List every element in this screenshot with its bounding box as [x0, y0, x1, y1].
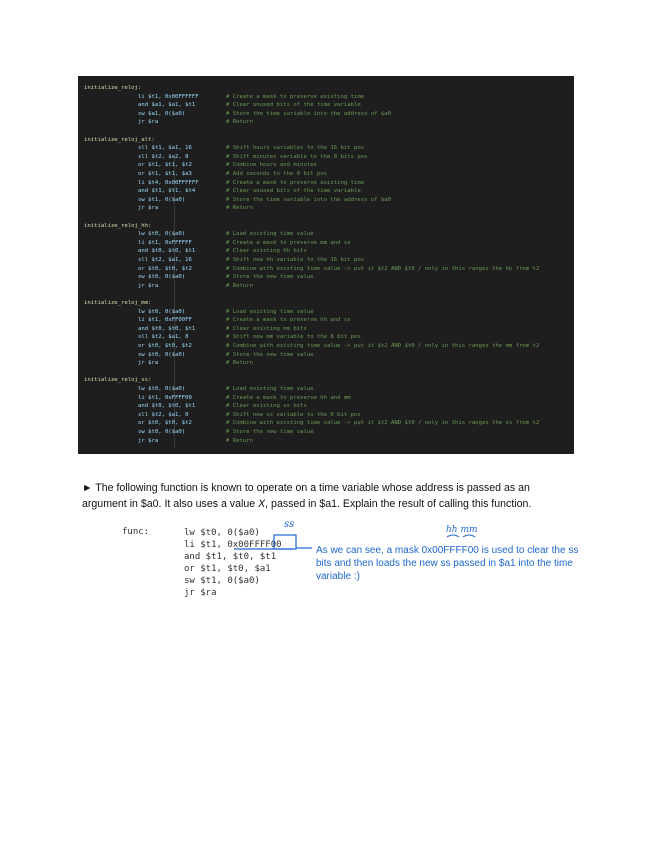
ss-box-mark [274, 535, 296, 549]
code-instruction: and $a1, $a1, $t1 [138, 102, 196, 109]
func-line: li $t1, 0x00FFFF00 [184, 540, 282, 550]
func-line: sw $t1, 0($a0) [184, 576, 260, 586]
code-instruction: jr $ra [138, 437, 159, 444]
code-instruction: and $t0, $t0, $t1 [138, 403, 196, 410]
question-text-part1: The following function is known to operate on a time variable whose address is passed as an argument in $a0. It also uses a value [82, 482, 530, 510]
code-instruction: sw $t1, 0($a0) [138, 196, 186, 203]
handwritten-annotation: As we can see, a mask 0x00FFFF00 is used to clear the ss bits and then loads the new ss passed in $a1 into the time variable :) [316, 545, 579, 582]
code-label: initialize_reloj_hh: [84, 222, 152, 229]
code-comment: # Store the new time value [226, 351, 314, 358]
func-line: lw $t0, 0($a0) [184, 528, 260, 538]
code-label: initialize_reloj_mm: [84, 300, 152, 306]
question-text-part2: , passed in $a1. Explain the result of calling this function. [265, 498, 532, 510]
code-instruction: or $t0, $t0, $t2 [138, 343, 192, 349]
code-instruction: lw $t0, 0($a0) [138, 231, 186, 238]
code-instruction: sll $t2, $a1, 0 [138, 411, 189, 418]
code-instruction: li $t1, 0xFFFFFF [138, 239, 192, 246]
code-instruction: jr $ra [138, 205, 159, 212]
code-comment: # Store the time variable into the address of $a0 [226, 196, 392, 203]
code-instruction: li $t4, 0x00FFFFFF [138, 179, 199, 186]
code-instruction: or $t0, $t0, $t2 [138, 420, 192, 427]
code-instruction: jr $ra [138, 119, 159, 126]
code-instruction: li $t1, 0xFFFF00 [138, 394, 192, 401]
code-instruction: jr $ra [138, 282, 159, 289]
code-comment: # Shift new hh variable to the 16 bit pos [226, 257, 365, 263]
code-instruction: or $t1, $t1, $t2 [138, 162, 192, 169]
code-label: initialize_reloj: [84, 85, 142, 91]
question-marker: ► [82, 482, 93, 494]
code-comment: # Store the time variable into the address of $a0 [226, 110, 392, 117]
code-comment: # Create a mask to preserve hh and ss [226, 317, 351, 324]
code-instruction: sw $t0, 0($a0) [138, 429, 186, 435]
func-label: func: [122, 527, 150, 537]
code-comment: # Shift hours variables to the 16 bit pos [226, 145, 365, 152]
code-comment: # Load existing time value [226, 308, 314, 315]
code-comment: # Clear existing ss bits [226, 403, 307, 410]
code-comment: # Clear existing mm bits [226, 325, 307, 332]
question-var-name: X [258, 498, 266, 510]
code-instruction: li $t1, 0x00FFFFFF [138, 93, 199, 100]
code-instruction: and $t0, $t0, $t1 [138, 325, 196, 332]
code-instruction: or $t0, $t0, $t2 [138, 265, 192, 272]
code-comment: # Combine hours and minutes [226, 162, 317, 169]
code-instruction: lw $t0, 0($a0) [138, 386, 186, 392]
code-comment: # Clear unused bits of the time variable [226, 102, 361, 109]
code-comment: # Load existing time value [226, 386, 314, 392]
code-comment: # Clear unused bits of the time variable [226, 188, 361, 195]
code-instruction: sw $a1, 0($a0) [138, 110, 186, 117]
ss-label: ss [284, 519, 295, 530]
code-comment: # Store the new time value [226, 429, 314, 435]
code-instruction: sll $t1, $a1, 16 [138, 145, 192, 152]
code-instruction: sll $t2, $a1, 8 [138, 334, 189, 341]
code-comment: # Combine with existing time value -> put it $t2 AND $t0 / only in this ranges the hh from t2 [226, 265, 540, 272]
code-instruction: and $t1, $t1, $t4 [138, 188, 196, 195]
code-comment: # Create a mask to preserve mm and ss [226, 239, 351, 246]
code-comment: # Store the new time value [226, 274, 314, 281]
hh-mm-label: hh mm [446, 525, 478, 535]
code-label: initialize_reloj_alt: [84, 136, 155, 143]
code-comment: # Create a mask to preserve hh and mm [226, 394, 351, 401]
code-instruction: sll $t2, $a1, 16 [138, 257, 192, 263]
code-comment: # Return [226, 282, 253, 289]
code-instruction: jr $ra [138, 360, 159, 367]
code-comment: # Add seconds to the 0 bit pos [226, 171, 328, 177]
func-line: jr $ra [184, 588, 217, 598]
func-line: or $t1, $t0, $a1 [184, 564, 271, 574]
code-instruction: sw $t0, 0($a0) [138, 351, 186, 358]
code-comment: # Create a mask to preserve existing time [226, 179, 365, 186]
code-instruction: or $t1, $t1, $a3 [138, 171, 192, 177]
code-comment: # Combine with existing time value -> put it $t2 AND $t0 / only in this ranges the mm from t2 [226, 343, 540, 349]
code-comment: # Return [226, 437, 253, 444]
func-line: and $t1, $t0, $t1 [184, 552, 277, 562]
code-comment: # Return [226, 205, 253, 212]
code-comment: # Clear existing hh bits [226, 248, 307, 255]
code-instruction: lw $t0, 0($a0) [138, 308, 186, 315]
code-instruction: sw $t0, 0($a0) [138, 274, 186, 281]
code-comment: # Combine with existing time value -> put it $t2 AND $t0 / only in this ranges the ss from t2 [226, 420, 540, 427]
code-comment: # Return [226, 119, 253, 126]
code-comment: # Load existing time value [226, 231, 314, 238]
code-comment: # Create a mask to preserve existing time [226, 93, 365, 100]
code-instruction: li $t1, 0xFF00FF [138, 317, 192, 324]
code-label: initialize_reloj_ss: [84, 377, 152, 384]
code-comment: # Shift minutes variable to the 8 bits pos [226, 153, 368, 160]
code-instruction: and $t0, $t0, $t1 [138, 248, 196, 255]
hh-mm-brace [447, 535, 475, 537]
code-instruction: sll $t2, $a2, 8 [138, 153, 189, 160]
code-comment: # Return [226, 360, 253, 367]
code-comment: # Shift new mm variable to the 8 bit pos [226, 334, 361, 341]
code-comment: # Shift new ss variable to the 0 bit pos [226, 411, 361, 418]
